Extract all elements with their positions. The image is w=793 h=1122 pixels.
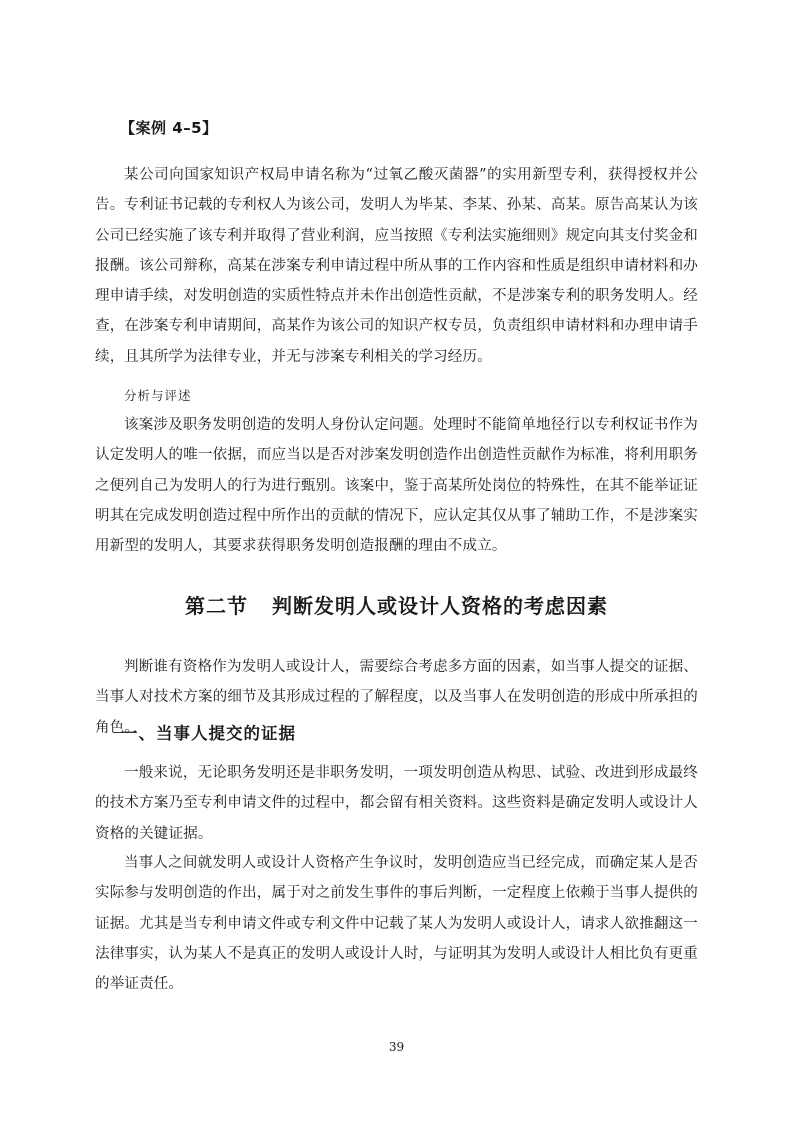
subsection-heading: 一、当事人提交的证据: [121, 724, 296, 743]
section-number: 第二节: [185, 594, 248, 618]
section-title: 判断发明人或设计人资格的考虑因素: [272, 594, 608, 618]
subsection-paragraph: 一般来说，无论职务发明还是非职务发明，一项发明创造从构思、试验、改进到形成最终的技术方案乃至专利申请文件的过程中，都会留有相关资料。这些资料是确定发明人或设计人资格的关键证据。: [95, 765, 698, 842]
subsection-paragraph: 当事人之间就发明人或设计人资格产生争议时，发明创造应当已经完成，而确定某人是否实际参与发明创造的作出，属于对之前发生事件的事后判断，一定程度上依赖于当事人提供的证据。尤其是当专利申请文件或专利文件中记载了某人为发明人或设计人，请求人欲推翻这一法律事实，认为某人不是真正的发明人或设计人时，与证明其为发明人或设计人相比负有更重的举证责任。: [95, 855, 698, 993]
section-intro-paragraph: 判断谁有资格作为发明人或设计人，需要综合考虑多方面的因素，如当事人提交的证据、当事人对技术方案的细节及其形成过程的了解程度，以及当事人在发明创造的形成中所承担的角色。: [95, 659, 698, 736]
page-number: 39: [388, 1040, 405, 1054]
section-heading: [0, 590, 793, 619]
analysis-paragraph: 该案涉及职务发明创造的发明人身份认定问题。处理时不能简单地径行以专利权证书作为认定发明人的唯一依据，而应当以是否对涉案发明创造作出创造性贡献作为标准，将利用职务之便列自己为发明人的行为进行甄别。该案中，鉴于高某所处岗位的特殊性，在其不能举证证明其在完成发明创造过程中所作出的贡献的情况下，应认定其仅从事了辅助工作，不是涉案实用新型的发明人，其要求获得职务发明创造报酬的理由不成立。: [95, 417, 698, 555]
analysis-label: 分析与评述: [124, 388, 192, 403]
case-title: 【案例 4–5】: [120, 119, 218, 137]
case-paragraph: 某公司向国家知识产权局申请名称为“过氧乙酸灭菌器”的实用新型专利，获得授权并公告。专利证书记载的专利权人为该公司，发明人为毕某、李某、孙某、高某。原告高某认为该公司已经实施了该专利并取得了营业利润，应当按照《专利法实施细则》规定向其支付奖金和报酬。该公司辩称，高某在涉案专利申请过程中所从事的工作内容和性质是组织申请材料和办理申请手续，对发明创造的实质性特点并未作出创造性贡献，不是涉案专利的职务发明人。经查，在涉案专利申请期间，高某作为该公司的知识产权专员，负责组织申请材料和办理申请手续，且其所学为法律专业，并无与涉案专利相关的学习经历。: [95, 167, 698, 365]
